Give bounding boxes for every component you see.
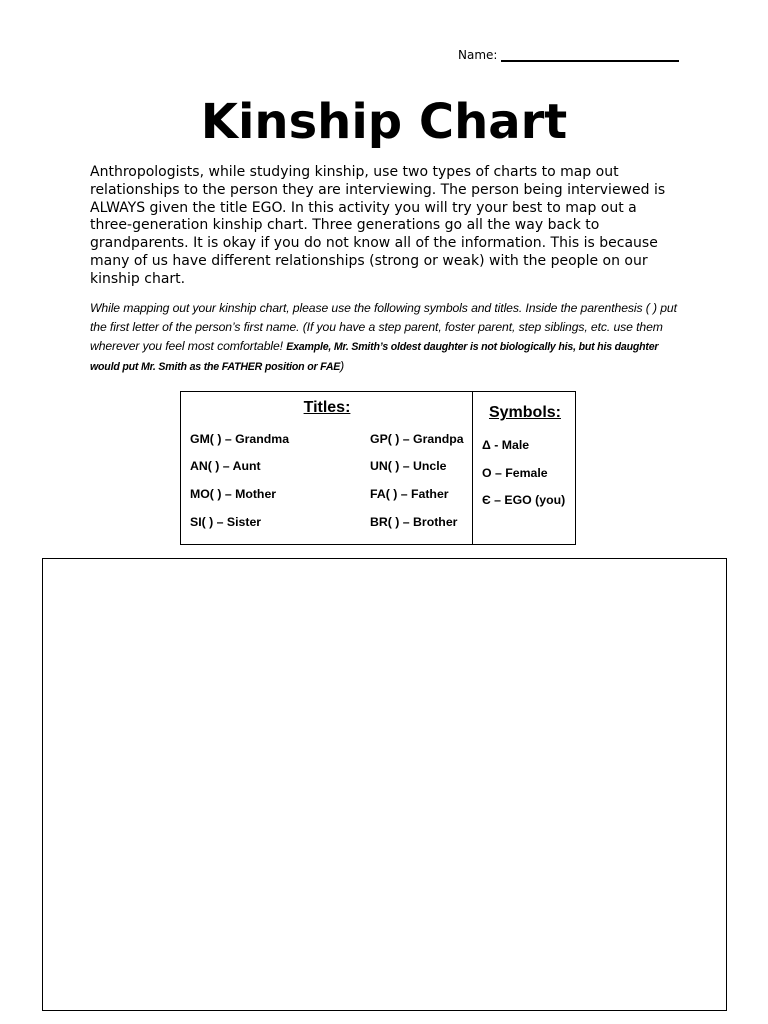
symbols-heading: Symbols: bbox=[488, 404, 561, 421]
title-aunt: AN( ) – Aunt bbox=[190, 459, 261, 473]
symbol-male: Δ - Male bbox=[482, 438, 530, 452]
kinship-drawing-area[interactable] bbox=[42, 558, 727, 1011]
instructions-paragraph bbox=[90, 299, 690, 377]
key-table bbox=[180, 391, 576, 545]
symbol-ego: Є – EGO (you) bbox=[482, 493, 566, 507]
title-brother: BR( ) – Brother bbox=[370, 515, 458, 529]
instructions-closing: ) bbox=[340, 359, 345, 373]
instructions-text: While mapping out your kinship chart, please use the following symbols and titles. Inside the parenthesis ( ) put the first letter of the person’s first name. (If you have a step parent, foster parent, step siblings, etc. use them wherever you feel most comfortable! bbox=[90, 301, 677, 353]
name-blank-line[interactable] bbox=[501, 48, 679, 62]
title-sister: SI( ) – Sister bbox=[190, 515, 262, 529]
titles-heading: Titles: bbox=[303, 399, 351, 416]
title-grandpa: GP( ) – Grandpa bbox=[370, 432, 464, 446]
name-label: Name: bbox=[458, 48, 498, 62]
title-father: FA( ) – Father bbox=[370, 487, 449, 501]
name-field[interactable] bbox=[458, 48, 679, 62]
page-title: Kinship Chart bbox=[200, 94, 568, 150]
title-uncle: UN( ) – Uncle bbox=[370, 459, 447, 473]
symbol-female: O – Female bbox=[482, 466, 548, 480]
title-grandma: GM( ) – Grandma bbox=[190, 432, 290, 446]
intro-paragraph: Anthropologists, while studying kinship, use two types of charts to map out relationships to the person they are interviewing. The person being interviewed is ALWAYS given the title EGO. In this activity you will try your best to map out a three-generation kinship chart. Three generations go all the way back to grandparents. It is okay if you do not know all of the information. This is because many of us have different relationships (strong or weak) with the people on our kinship chart. bbox=[90, 164, 666, 287]
instructions-example: Example, Mr. Smith’s oldest daughter is not biologically his, but his daughter would put Mr. Smith as the FATHER position or FAE bbox=[90, 341, 659, 373]
title-mother: MO( ) – Mother bbox=[190, 487, 277, 501]
